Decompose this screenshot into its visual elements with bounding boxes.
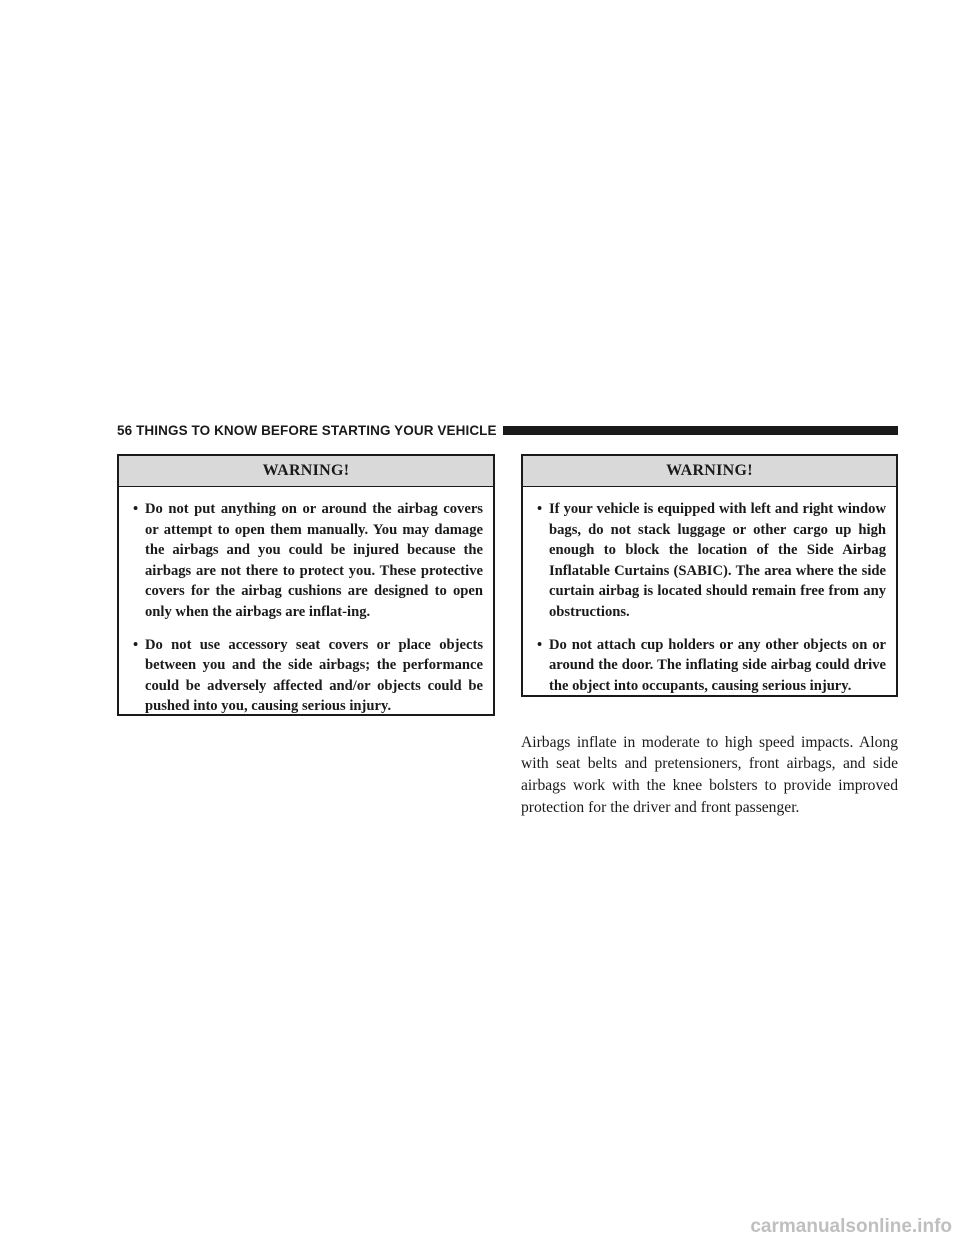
bullet-icon: • [133,636,139,653]
body-paragraph: Airbags inflate in moderate to high speed impacts. Along with seat belts and pretensioners, front airbags, and side airbags work with the knee bolsters to provide improved protection for the driver and front passenger. [521,733,898,816]
warning-item-text: Do not put anything on or around the airbag covers or attempt to open them manually. You may damage the airbags and you could be injured because the airbags are not there to protect you. These protective covers for the airbag cushions are designed to open only when the airbags are inflat-ing. [145,501,483,620]
header-rule [503,426,898,435]
warning-box-right [521,454,898,697]
warning-list [119,487,493,717]
warning-item-text: Do not use accessory seat covers or place objects between you and the side airbags; the performance could be adversely affected and/or objects could be pushed into you, causing serious injury. [145,636,483,715]
bullet-icon: • [133,501,139,517]
warning-title: WARNING! [119,456,493,487]
bullet-icon: • [537,636,543,653]
watermark-text: carmanualsonline.info [750,1216,952,1237]
warning-list [523,487,896,696]
bullet-icon: • [537,501,543,517]
warning-item [133,499,483,623]
page-header [117,420,898,440]
warning-item [133,635,483,717]
warning-item-text: Do not attach cup holders or any other objects on or around the door. The inflating side airbag could drive the object into occupants, causing serious injury. [549,636,886,694]
page-header-text: 56 THINGS TO KNOW BEFORE STARTING YOUR VEHICLE [117,422,497,438]
warning-box-left [117,454,495,716]
warning-item [537,499,886,623]
warning-title: WARNING! [523,456,896,487]
warning-item-text: If your vehicle is equipped with left and right window bags, do not stack luggage or other cargo up high enough to block the location of the Side Airbag Inflatable Curtains (SABIC). The area where the side curtain airbag is located should remain free from any obstructions. [549,501,886,620]
warning-item [537,635,886,697]
